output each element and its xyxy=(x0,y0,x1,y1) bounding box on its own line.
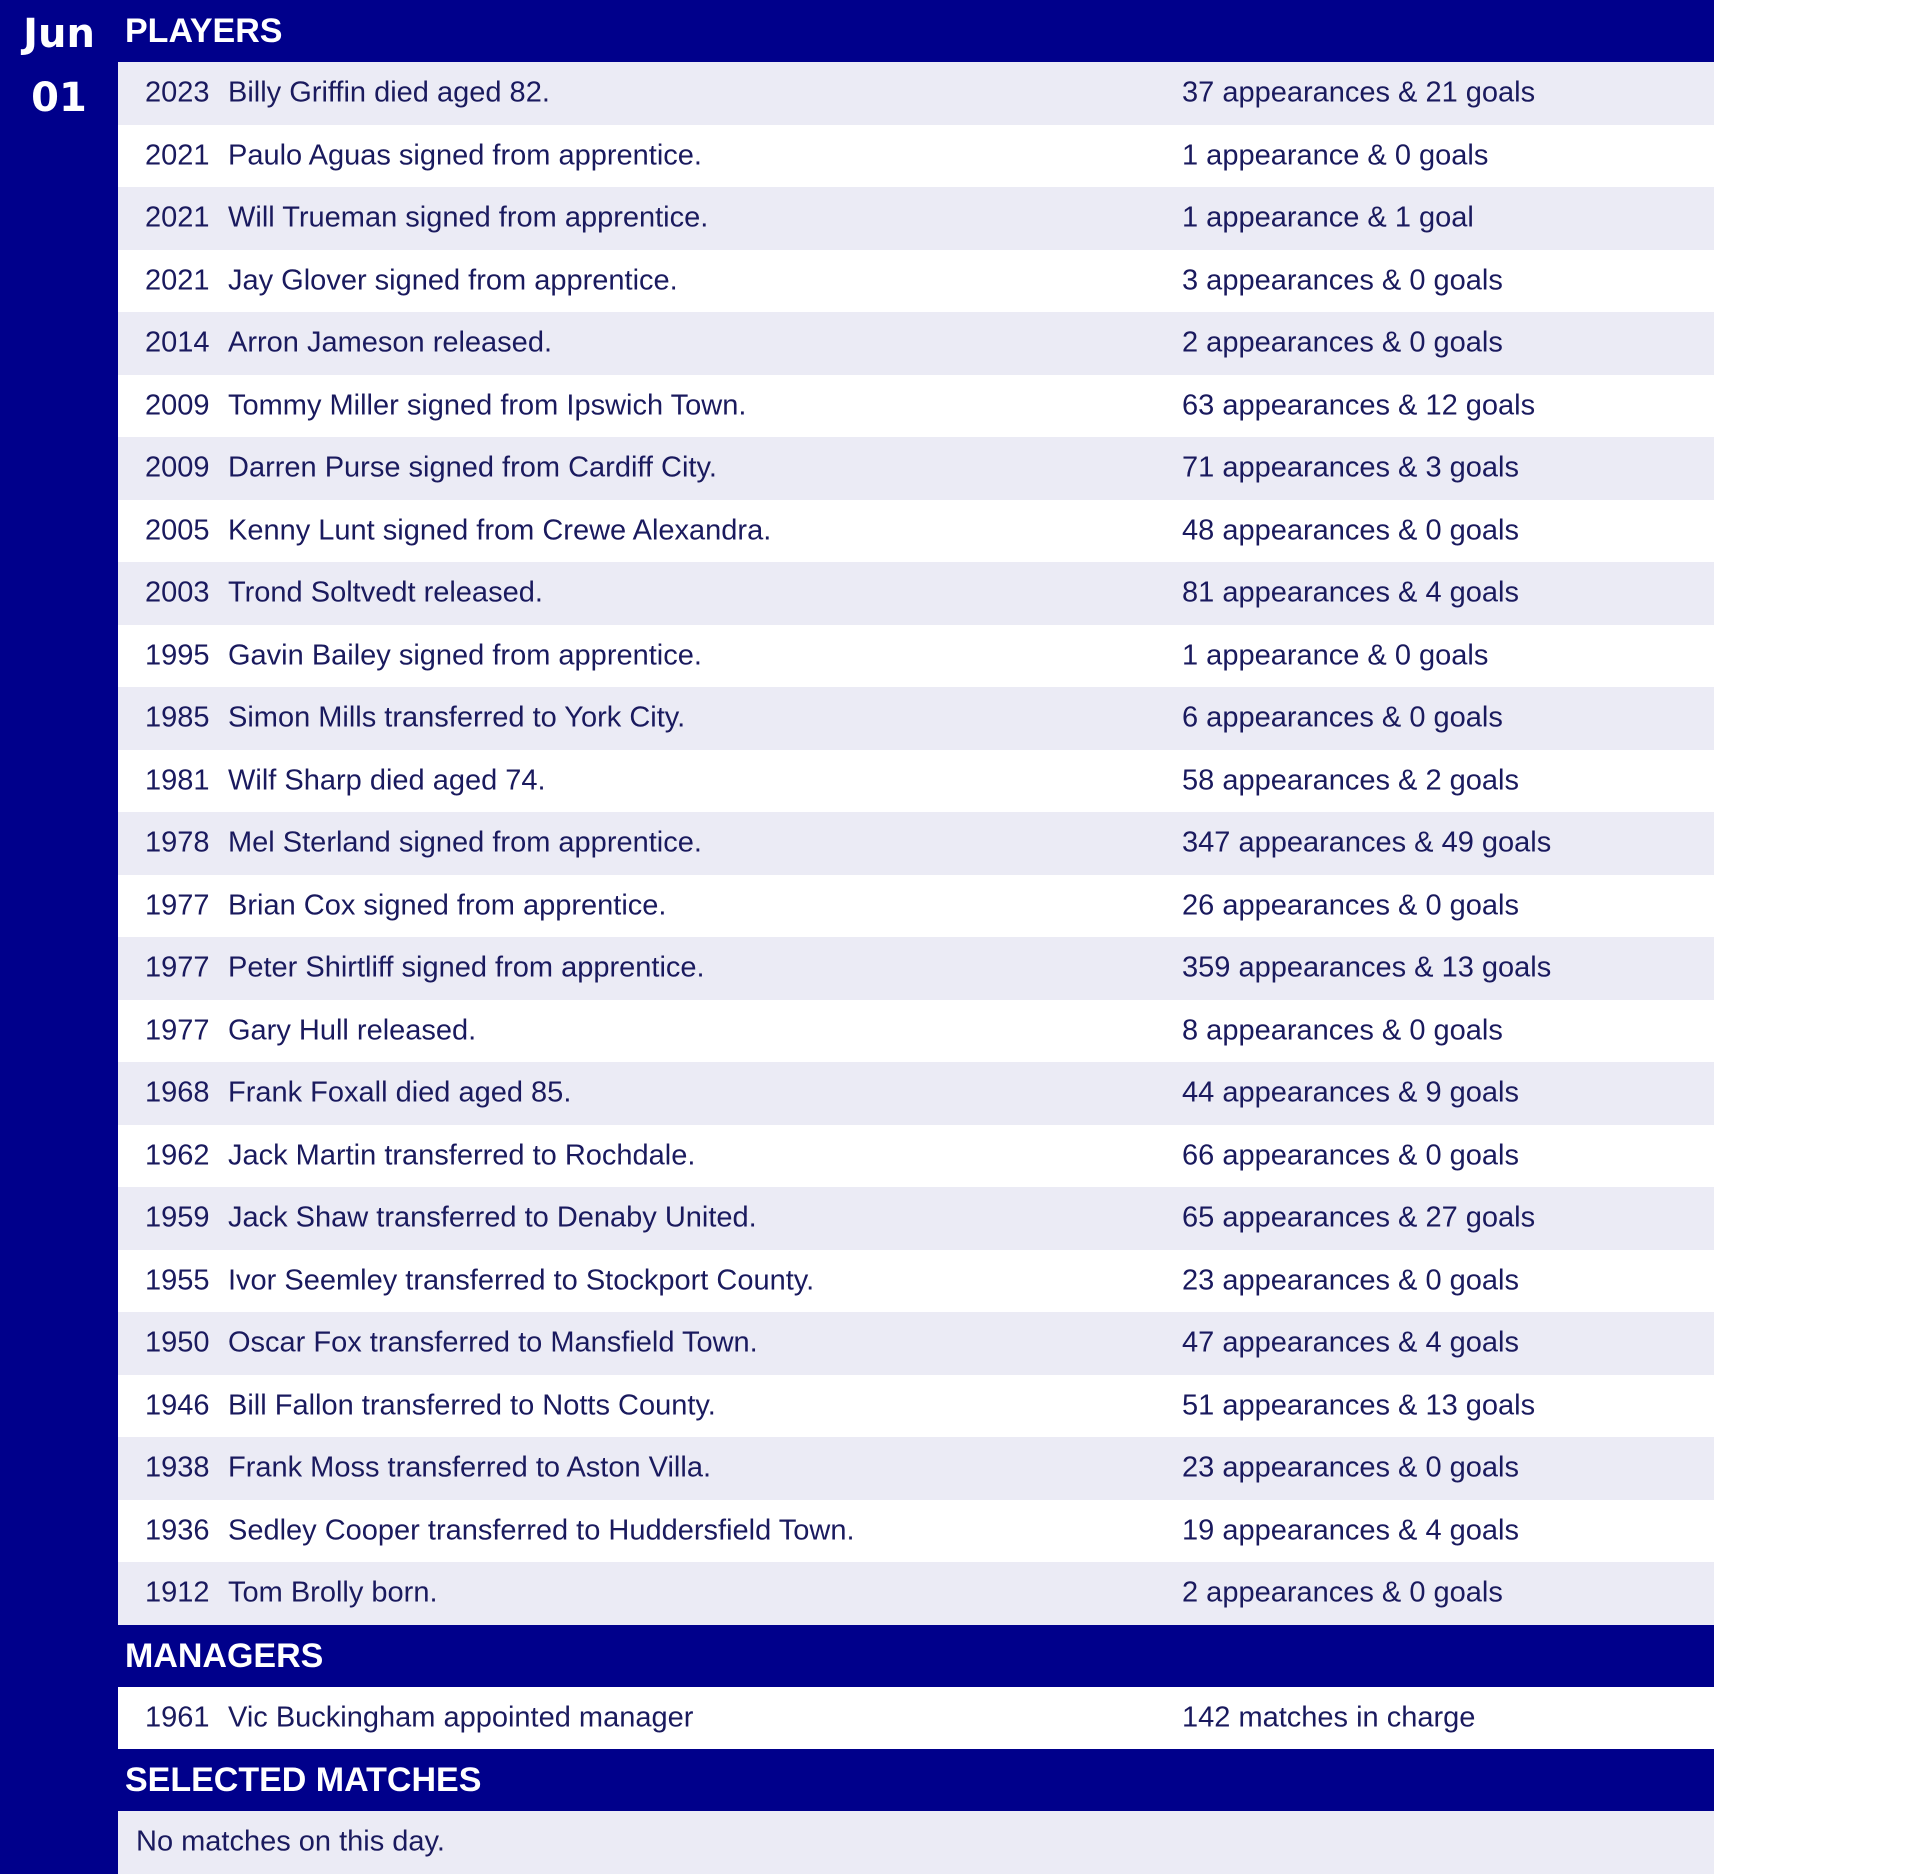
row-stat: 6 appearances & 0 goals xyxy=(1182,701,1503,734)
table-row xyxy=(118,62,1714,125)
row-year: 2005 xyxy=(145,514,210,547)
row-year: 2023 xyxy=(145,76,210,109)
row-year: 1950 xyxy=(145,1326,210,1359)
row-stat: 19 appearances & 4 goals xyxy=(1182,1514,1519,1547)
row-year: 1968 xyxy=(145,1076,210,1109)
managers-list xyxy=(118,1687,1714,1750)
players-heading: PLAYERS xyxy=(118,0,1714,62)
row-event: Paulo Aguas signed from apprentice. xyxy=(228,139,702,172)
row-year: 2003 xyxy=(145,576,210,609)
row-stat: 66 appearances & 0 goals xyxy=(1182,1139,1519,1172)
row-year: 2009 xyxy=(145,389,210,422)
table-row xyxy=(118,187,1714,250)
table-row xyxy=(118,312,1714,375)
row-stat: 81 appearances & 4 goals xyxy=(1182,576,1519,609)
row-event: Vic Buckingham appointed manager xyxy=(228,1701,694,1734)
row-event: Frank Foxall died aged 85. xyxy=(228,1076,572,1109)
row-year: 1959 xyxy=(145,1201,210,1234)
row-year: 1946 xyxy=(145,1389,210,1422)
row-stat: 63 appearances & 12 goals xyxy=(1182,389,1536,422)
row-event: Tommy Miller signed from Ipswich Town. xyxy=(228,389,747,422)
row-event: Jack Martin transferred to Rochdale. xyxy=(228,1139,696,1172)
row-stat: 1 appearance & 0 goals xyxy=(1182,639,1489,672)
row-event: Gavin Bailey signed from apprentice. xyxy=(228,639,702,672)
table-row xyxy=(118,937,1714,1000)
row-event: Kenny Lunt signed from Crewe Alexandra. xyxy=(228,514,772,547)
row-year: 1981 xyxy=(145,764,210,797)
row-year: 2021 xyxy=(145,139,210,172)
date-panel xyxy=(0,0,118,121)
no-matches-row xyxy=(118,1811,1714,1874)
table-row xyxy=(118,1125,1714,1188)
row-event: Will Trueman signed from apprentice. xyxy=(228,201,709,234)
row-event: Gary Hull released. xyxy=(228,1014,477,1047)
row-year: 1962 xyxy=(145,1139,210,1172)
row-year: 1938 xyxy=(145,1451,210,1484)
row-year: 1977 xyxy=(145,889,210,922)
row-stat: 8 appearances & 0 goals xyxy=(1182,1014,1503,1047)
managers-heading: MANAGERS xyxy=(118,1625,1714,1687)
row-event: Sedley Cooper transferred to Huddersfield Town. xyxy=(228,1514,855,1547)
no-matches-text: No matches on this day. xyxy=(136,1825,445,1858)
row-event: Jack Shaw transferred to Denaby United. xyxy=(228,1201,757,1234)
table-row xyxy=(118,812,1714,875)
row-event: Brian Cox signed from apprentice. xyxy=(228,889,667,922)
table-row xyxy=(118,500,1714,563)
row-stat: 3 appearances & 0 goals xyxy=(1182,264,1503,297)
row-event: Jay Glover signed from apprentice. xyxy=(228,264,678,297)
selected-matches-heading: SELECTED MATCHES xyxy=(118,1749,1714,1811)
table-row xyxy=(118,1500,1714,1563)
players-list xyxy=(118,62,1714,1625)
row-stat: 347 appearances & 49 goals xyxy=(1182,826,1552,859)
row-stat: 48 appearances & 0 goals xyxy=(1182,514,1519,547)
table-row xyxy=(118,1250,1714,1313)
row-stat: 44 appearances & 9 goals xyxy=(1182,1076,1519,1109)
table-row xyxy=(118,1000,1714,1063)
table-row xyxy=(118,750,1714,813)
row-event: Tom Brolly born. xyxy=(228,1576,438,1609)
table-row xyxy=(118,1687,1714,1750)
row-event: Frank Moss transferred to Aston Villa. xyxy=(228,1451,712,1484)
row-stat: 359 appearances & 13 goals xyxy=(1182,951,1552,984)
row-stat: 2 appearances & 0 goals xyxy=(1182,1576,1503,1609)
table-row xyxy=(118,437,1714,500)
row-stat: 47 appearances & 4 goals xyxy=(1182,1326,1519,1359)
row-year: 2021 xyxy=(145,264,210,297)
row-event: Peter Shirtliff signed from apprentice. xyxy=(228,951,705,984)
row-event: Arron Jameson released. xyxy=(228,326,552,359)
row-stat: 58 appearances & 2 goals xyxy=(1182,764,1519,797)
row-year: 1977 xyxy=(145,1014,210,1047)
row-stat: 65 appearances & 27 goals xyxy=(1182,1201,1536,1234)
row-year: 1978 xyxy=(145,826,210,859)
date-month: Jun xyxy=(23,11,95,57)
row-event: Oscar Fox transferred to Mansfield Town. xyxy=(228,1326,758,1359)
row-event: Bill Fallon transferred to Notts County. xyxy=(228,1389,716,1422)
row-year: 1912 xyxy=(145,1576,210,1609)
row-year: 1985 xyxy=(145,701,210,734)
row-stat: 71 appearances & 3 goals xyxy=(1182,451,1519,484)
row-stat: 1 appearance & 0 goals xyxy=(1182,139,1489,172)
content-area xyxy=(118,0,1714,1874)
row-year: 2021 xyxy=(145,201,210,234)
table-row xyxy=(118,375,1714,438)
table-row xyxy=(118,687,1714,750)
table-row xyxy=(118,125,1714,188)
row-stat: 37 appearances & 21 goals xyxy=(1182,76,1536,109)
table-row xyxy=(118,1375,1714,1438)
table-row xyxy=(118,1187,1714,1250)
row-year: 1977 xyxy=(145,951,210,984)
row-event: Trond Soltvedt released. xyxy=(228,576,543,609)
table-row xyxy=(118,562,1714,625)
row-stat: 1 appearance & 1 goal xyxy=(1182,201,1474,234)
table-row xyxy=(118,875,1714,938)
row-year: 1955 xyxy=(145,1264,210,1297)
row-event: Mel Sterland signed from apprentice. xyxy=(228,826,702,859)
row-event: Darren Purse signed from Cardiff City. xyxy=(228,451,717,484)
row-stat: 51 appearances & 13 goals xyxy=(1182,1389,1536,1422)
row-year: 2014 xyxy=(145,326,210,359)
table-row xyxy=(118,1312,1714,1375)
table-row xyxy=(118,1562,1714,1625)
table-row xyxy=(118,1437,1714,1500)
row-event: Ivor Seemley transferred to Stockport County. xyxy=(228,1264,815,1297)
row-event: Wilf Sharp died aged 74. xyxy=(228,764,546,797)
row-stat: 26 appearances & 0 goals xyxy=(1182,889,1519,922)
row-year: 1995 xyxy=(145,639,210,672)
table-row xyxy=(118,250,1714,313)
row-year: 1936 xyxy=(145,1514,210,1547)
row-event: Simon Mills transferred to York City. xyxy=(228,701,686,734)
row-stat: 23 appearances & 0 goals xyxy=(1182,1264,1519,1297)
row-stat: 2 appearances & 0 goals xyxy=(1182,326,1503,359)
row-year: 2009 xyxy=(145,451,210,484)
row-stat: 142 matches in charge xyxy=(1182,1701,1476,1734)
date-day: 01 xyxy=(31,75,87,121)
row-year: 1961 xyxy=(145,1701,210,1734)
row-stat: 23 appearances & 0 goals xyxy=(1182,1451,1519,1484)
table-row xyxy=(118,625,1714,688)
row-event: Billy Griffin died aged 82. xyxy=(228,76,550,109)
table-row xyxy=(118,1062,1714,1125)
